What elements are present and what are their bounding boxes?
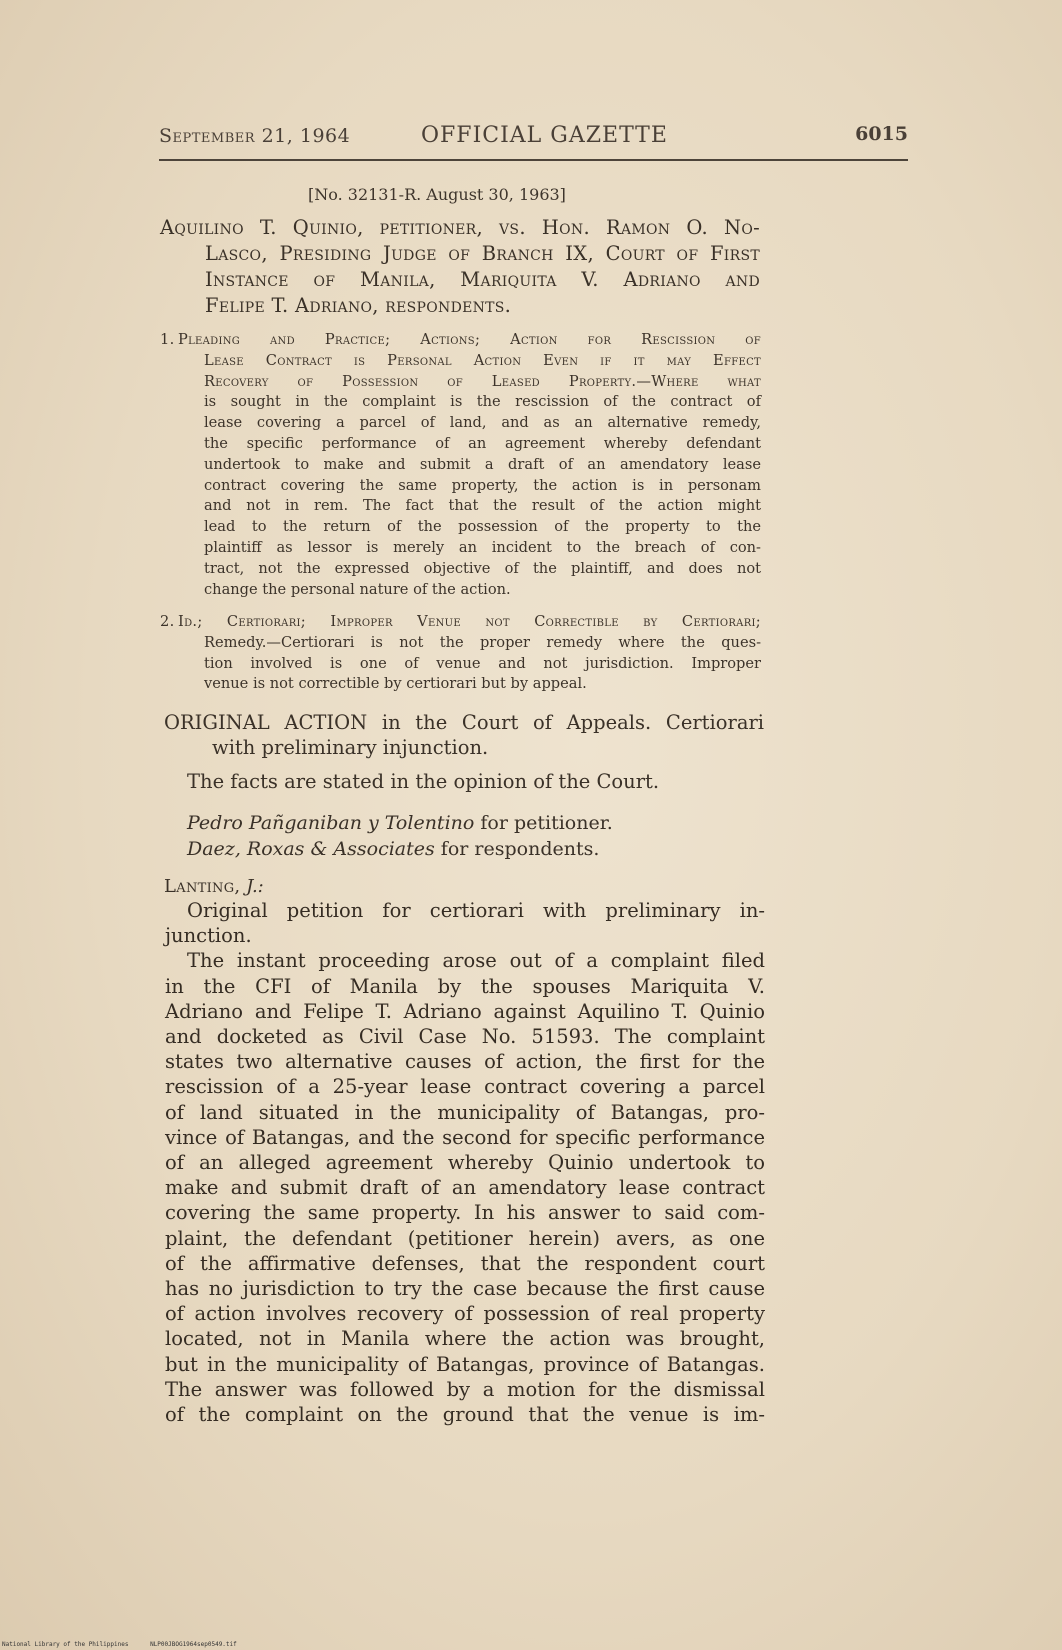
ponente: Lanting, J.: bbox=[164, 876, 264, 897]
syllabus-line: Recovery of Possession of Leased Property.—Where what bbox=[204, 372, 761, 390]
page-header bbox=[159, 121, 908, 161]
syllabus-line: venue is not correctible by certiorari but by appeal. bbox=[204, 675, 587, 693]
parties-line: Lasco, Presiding Judge of Branch IX, Court of First bbox=[205, 242, 760, 265]
syllabus-line: undertook to make and submit a draft of an amendatory lease bbox=[204, 455, 761, 473]
body-line: plaint, the defendant (petitioner herein) avers, as one bbox=[165, 1226, 765, 1250]
parties-line: Aquilino T. Quinio, petitioner, vs. Hon. Ramon O. No- bbox=[160, 216, 760, 239]
body-line: of the complaint on the ground that the venue is im- bbox=[165, 1403, 765, 1427]
syllabus-line: Lease Contract is Personal Action Even if it may Effect bbox=[204, 351, 761, 369]
body-line: located, not in Manila where the action was brought, bbox=[165, 1327, 765, 1351]
body-line: states two alternative causes of action, the first for the bbox=[165, 1050, 765, 1074]
opinion-body bbox=[165, 898, 765, 1427]
case-parties bbox=[160, 215, 760, 319]
footer-library: National Library of the Philippines bbox=[2, 1641, 129, 1648]
body-line: The instant proceeding arose out of a complaint filed bbox=[187, 949, 765, 973]
header-date: September 21, 1964 bbox=[159, 125, 351, 147]
body-line: The answer was followed by a motion for the dismissal bbox=[165, 1377, 765, 1401]
respondents-counsel: Daez, Roxas & Associates for respondents. bbox=[187, 838, 600, 860]
syllabus-line: contract covering the same property, the action is in personam bbox=[204, 476, 761, 494]
body-line: junction. bbox=[165, 924, 252, 948]
body-line: of land situated in the municipality of Batangas, pro- bbox=[165, 1100, 765, 1124]
body-line: but in the municipality of Batangas, province of Batangas. bbox=[165, 1352, 765, 1376]
body-line: has no jurisdiction to try the case because the first cause bbox=[165, 1277, 765, 1301]
body-line: vince of Batangas, and the second for specific performance bbox=[165, 1125, 765, 1149]
body-line: covering the same property. In his answer to said com- bbox=[165, 1201, 765, 1225]
original-action-line: with preliminary injunction. bbox=[212, 736, 489, 759]
body-line: in the CFI of Manila by the spouses Mariquita V. bbox=[165, 974, 765, 998]
header-rule bbox=[159, 159, 908, 161]
syllabus-line: plaintiff as lessor is merely an incident to the breach of con- bbox=[204, 538, 761, 556]
syllabus-number: 1. bbox=[160, 331, 175, 348]
body-line: Original petition for certiorari with preliminary in- bbox=[187, 899, 765, 922]
petitioner-counsel: Pedro Pañganiban y Tolentino for petitioner. bbox=[187, 812, 613, 834]
syllabus-line: 2. Id.; Certiorari; Improper Venue not Correctible by Certiorari; bbox=[160, 612, 761, 633]
body-line: and docketed as Civil Case No. 51593. The complaint bbox=[165, 1025, 765, 1049]
syllabus-line: 1. Pleading and Practice; Actions; Action for Rescission of bbox=[160, 330, 761, 351]
syllabus-item-1 bbox=[160, 330, 761, 600]
body-line: of the affirmative defenses, that the respondent court bbox=[165, 1251, 765, 1275]
body-line: Adriano and Felipe T. Adriano against Aquilino T. Quinio bbox=[165, 999, 765, 1023]
case-number: [No. 32131-R. August 30, 1963] bbox=[308, 185, 566, 204]
body-line: rescission of a 25-year lease contract covering a parcel bbox=[165, 1075, 765, 1099]
original-action-line: ORIGINAL ACTION in the Court of Appeals. Certiorari bbox=[164, 711, 764, 734]
header-title: OFFICIAL GAZETTE bbox=[421, 123, 668, 148]
body-line: of an alleged agreement whereby Quinio undertook to bbox=[165, 1151, 765, 1175]
scan-footer bbox=[2, 1641, 255, 1648]
syllabus-line: change the personal nature of the action. bbox=[204, 580, 511, 598]
syllabus-number: 2. bbox=[160, 613, 175, 630]
syllabus-line: tion involved is one of venue and not jurisdiction. Improper bbox=[204, 654, 761, 672]
syllabus-line: and not in rem. The fact that the result of the action might bbox=[204, 497, 761, 515]
syllabus-line: lead to the return of the possession of the property to the bbox=[204, 518, 761, 536]
parties-line: Felipe T. Adriano, respondents. bbox=[205, 294, 512, 317]
syllabus-line: the specific performance of an agreement whereby defendant bbox=[204, 434, 761, 452]
footer-file: NLP00JBOG1964sep0549.tif bbox=[150, 1641, 237, 1648]
counsel-block bbox=[187, 810, 613, 862]
facts-statement: The facts are stated in the opinion of the Court. bbox=[187, 770, 660, 793]
syllabus-line: lease covering a parcel of land, and as an alternative remedy, bbox=[204, 414, 761, 432]
syllabus-line: tract, not the expressed objective of the plaintiff, and does not bbox=[204, 559, 761, 577]
page-number: 6015 bbox=[855, 123, 908, 145]
syllabus-line: is sought in the complaint is the rescission of the contract of bbox=[204, 393, 761, 411]
syllabus-item-2 bbox=[160, 612, 761, 695]
parties-line: Instance of Manila, Mariquita V. Adriano and bbox=[205, 268, 760, 291]
body-line: of action involves recovery of possession of real property bbox=[165, 1302, 765, 1326]
body-line: make and submit draft of an amendatory lease contract bbox=[165, 1176, 765, 1200]
syllabus-line: Remedy.—Certiorari is not the proper remedy where the ques- bbox=[204, 633, 761, 651]
original-action bbox=[164, 710, 764, 760]
